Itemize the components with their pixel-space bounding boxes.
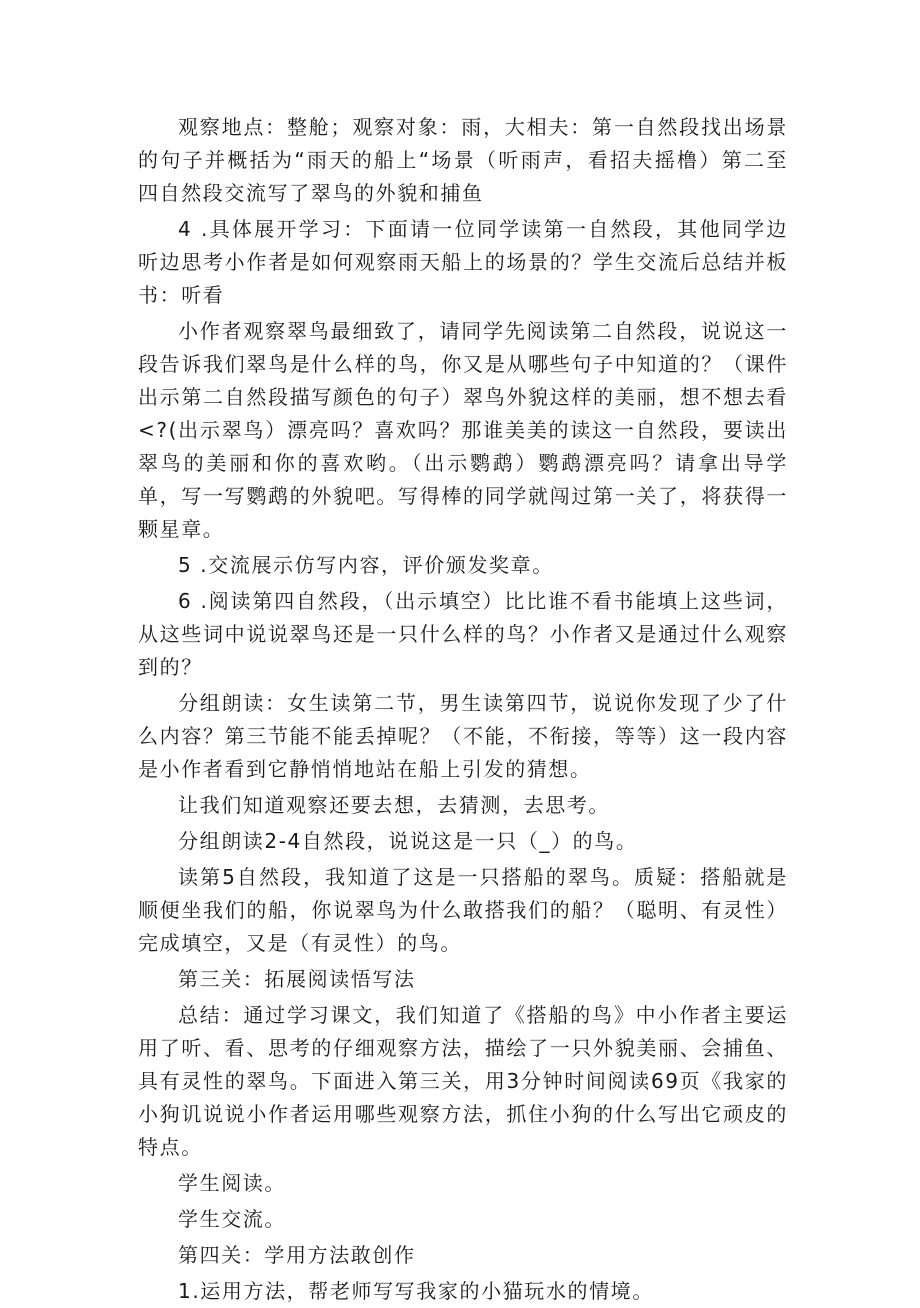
paragraph-writing-task: 1.运用方法，帮老师写写我家的小猫玩水的情境。 bbox=[178, 1279, 654, 1303]
paragraph-read-section-5: 读第5自然段，我知道了这是一只搭船的翠鸟。质疑：搭船就是顺便坐我们的船，你说翠鸟为什么敢搭我们的船？（聪明、有灵性）完成填空，又是（有灵性）的鸟。 bbox=[138, 865, 788, 955]
heading-level-three: 第三关：拓展阅读悟写法 bbox=[178, 967, 416, 991]
paragraph-observe-think: 让我们知道观察还要去想，去猜测，去思考。 bbox=[178, 793, 610, 817]
paragraph-step-6: 6 .阅读第四自然段，（出示填空）比比谁不看书能填上这些词，从这些词中说说翠鸟还是一只什么样的鸟？小作者又是通过什么观察到的？ bbox=[138, 589, 788, 679]
paragraph-student-reading: 学生阅读。 bbox=[178, 1171, 286, 1195]
paragraph-step-5: 5 .交流展示仿写内容，评价颁发奖章。 bbox=[178, 553, 554, 577]
paragraph-observation-place: 观察地点：整舱；观察对象：雨，大相夫：第一自然段找出场景的句子并概括为“雨天的船上“场景（听雨声，看招夫摇橹）第二至四自然段交流写了翠鸟的外貌和捕鱼 bbox=[138, 115, 788, 205]
heading-level-four: 第四关：学用方法敢创作 bbox=[178, 1243, 416, 1267]
paragraph-kingfisher-appearance: 小作者观察翠鸟最细致了，请同学先阅读第二自然段，说说这一段告诉我们翠鸟是什么样的鸟，你又是从哪些句子中知道的？（课件出示第二自然段描写颜色的句子）翠鸟外貌这样的美丽，想不想去看<?(出示翠鸟）漂亮吗？喜欢吗？那谁美美的读这一自然段，要读出翠鸟的美丽和你的喜欢哟。（出示鹦鹉）鹦鹉漂亮吗？请拿出导学单，写一写鹦鹉的外貌吧。写得棒的同学就闯过第一关了，将获得一颗星章。 bbox=[138, 319, 788, 541]
paragraph-step-4: 4 .具体展开学习：下面请一位同学读第一自然段，其他同学边听边思考小作者是如何观察雨天船上的场景的？学生交流后总结并板书：听看 bbox=[138, 217, 788, 307]
document-body bbox=[138, 111, 788, 1308]
paragraph-summary: 总结：通过学习课文，我们知道了《搭船的鸟》中小作者主要运用了听、看、思考的仔细观察方法，描绘了一只外貌美丽、会捕鱼、具有灵性的翠鸟。下面进入第三关，用3分钟时间阅读69页《我家的小狗讥说说小作者运用哪些观察方法，抓住小狗的什么写出它顽皮的特点。 bbox=[138, 1003, 788, 1159]
paragraph-group-reading-2-4: 分组朗读2-4自然段，说说这是一只（_）的鸟。 bbox=[178, 829, 638, 853]
paragraph-group-reading: 分组朗读：女生读第二节，男生读第四节，说说你发现了少了什么内容？第三节能不能丢掉呢？（不能，不衔接，等等）这一段内容是小作者看到它静悄悄地站在船上引发的猜想。 bbox=[138, 691, 788, 781]
paragraph-student-discussion: 学生交流。 bbox=[178, 1207, 286, 1231]
